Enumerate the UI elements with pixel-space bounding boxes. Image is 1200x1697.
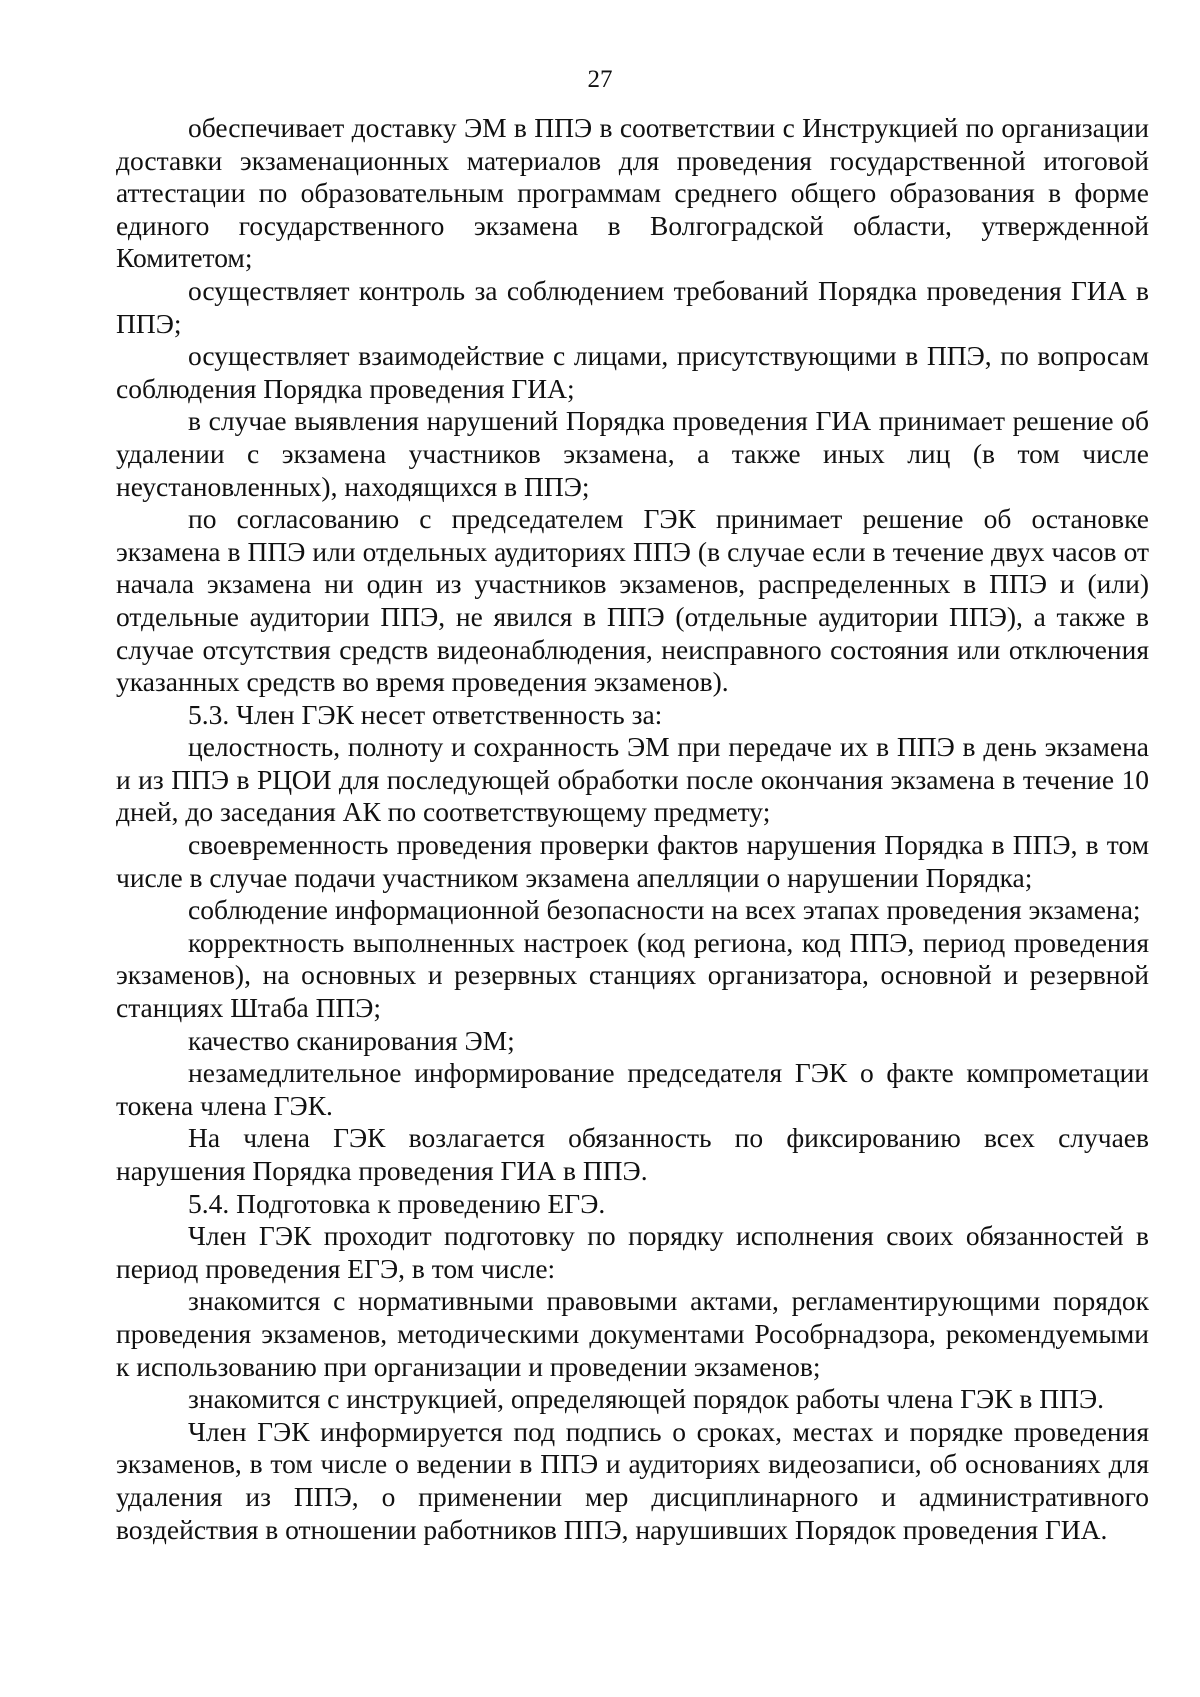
section-heading-5-3: 5.3. Член ГЭК несет ответственность за: bbox=[188, 698, 663, 730]
paragraph-interaction: осуществляет взаимодействие с лицами, присутствующими в ППЭ, по вопросам соблюдения Порядка проведения ГИА; bbox=[116, 340, 1149, 404]
paragraph-recording-duty: На члена ГЭК возлагается обязанность по фиксированию всех случаев нарушения Порядка проведения ГИА в ППЭ. bbox=[116, 1122, 1149, 1186]
section-heading-5-4: 5.4. Подготовка к проведению ЕГЭ. bbox=[188, 1187, 606, 1219]
paragraph-integrity: целостность, полноту и сохранность ЭМ при передаче их в ППЭ в день экзамена и из ППЭ в РЦОИ для последующей обработки после окончания экзамена в течение 10 дней, до заседания АК по соответствующему предмету; bbox=[116, 731, 1149, 828]
document-body bbox=[116, 112, 1149, 1546]
paragraph-settings: корректность выполненных настроек (код региона, код ППЭ, период проведения экзаменов), на основных и резервных станциях организатора, основной и резервной станциях Штаба ППЭ; bbox=[116, 926, 1149, 1024]
paragraph-instruction: знакомится с инструкцией, определяющей порядок работы члена ГЭК в ППЭ. bbox=[188, 1383, 1104, 1415]
paragraph-informed: Член ГЭК информируется под подпись о сроках, местах и порядке проведения экзаменов, в том числе о ведении в ППЭ и аудиториях видеозаписи, об основаниях для удаления из ППЭ, о применении мер дисциплинарного и административного воздействия в отношении работников ППЭ, нарушивших Порядок проведения ГИА. bbox=[116, 1415, 1149, 1545]
paragraph-removal: в случае выявления нарушений Порядка проведения ГИА принимает решение об удалении с экзамена участников экзамена, а также иных лиц (в том числе неустановленных), находящихся в ППЭ; bbox=[116, 405, 1149, 502]
paragraph-stop-exam: по согласованию с председателем ГЭК принимает решение об остановке экзамена в ППЭ или отдельных аудиториях ППЭ (в случае если в течение двух часов от начала экзамена ни один из участников экзаменов, распределенных в ППЭ и (или) отдельные аудитории ППЭ, не явился в ППЭ (отдельные аудитории ППЭ), а также в случае отсутствия средств видеонаблюдения, неисправного состояния или отключения указанных средств во время проведения экзаменов). bbox=[116, 503, 1149, 698]
paragraph-token: незамедлительное информирование председателя ГЭК о факте компрометации токена члена ГЭК. bbox=[116, 1057, 1149, 1121]
paragraph-control: осуществляет контроль за соблюдением требований Порядка проведения ГИА в ППЭ; bbox=[116, 274, 1149, 339]
paragraph-delivery: обеспечивает доставку ЭМ в ППЭ в соответствии с Инструкцией по организации доставки экзаменационных материалов для проведения государственной итоговой аттестации по образовательным программам среднего общего образования в форме единого государственного экзамена в Волгоградской области, утвержденной Комитетом; bbox=[116, 112, 1149, 274]
paragraph-scanning: качество сканирования ЭМ; bbox=[188, 1024, 515, 1056]
paragraph-training: Член ГЭК проходит подготовку по порядку исполнения своих обязанностей в период проведения ЕГЭ, в том числе: bbox=[116, 1220, 1149, 1284]
page-number: 27 bbox=[587, 66, 613, 93]
paragraph-timeliness: своевременность проведения проверки фактов нарушения Порядка в ППЭ, в том числе в случае подачи участником экзамена апелляции о нарушении Порядка; bbox=[116, 829, 1149, 893]
paragraph-security: соблюдение информационной безопасности на всех этапах проведения экзамена; bbox=[188, 894, 1141, 926]
paragraph-regulations: знакомится с нормативными правовыми актами, регламентирующими порядок проведения экзаменов, методическими документами Рособрнадзора, рекомендуемыми к использованию при организации и проведении экзаменов; bbox=[116, 1285, 1149, 1382]
